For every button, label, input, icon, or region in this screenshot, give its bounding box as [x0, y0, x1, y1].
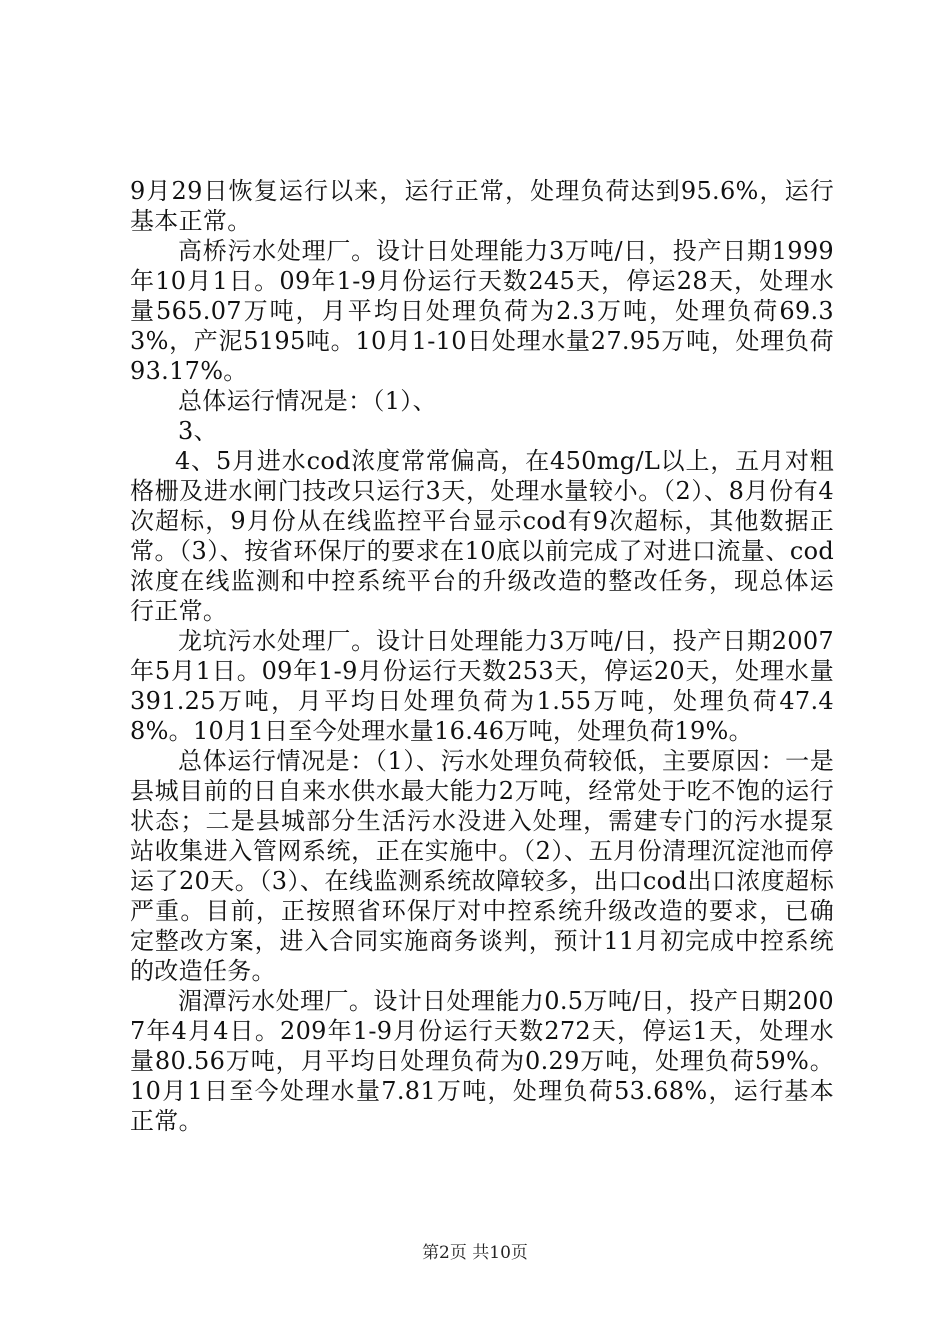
paragraph-longkeng-status: 总体运行情况是：（1）、污水处理负荷较低，主要原因：一是县城目前的日自来水供水最大能力2万吨，经常处于吃不饱的运行状态；二是县城部分生活污水没进入处理，需建专门的污水提泵站收集进入管网系统，正在实施中。（2）、五月份清理沉淀池而停运了20天。（3）、在线监测系统故障较多，出口cod出口浓度超标严重。目前，正按照省环保厅对中控系统升级改造的要求，已确定整改方案，进入合同实施商务谈判，预计11月初完成中控系统的改造任务。	[130, 747, 834, 985]
paragraph-overall-status-heading: 总体运行情况是：（1）、	[178, 387, 437, 415]
document-body	[130, 176, 834, 1136]
paragraph-continuation: 9月29日恢复运行以来，运行正常，处理负荷达到95.6%，运行基本正常。	[130, 177, 834, 235]
paragraph-item-three: 3、	[178, 417, 218, 445]
paragraph-longkeng-plant: 龙坑污水处理厂。设计日处理能力3万吨/日，投产日期2007年5月1日。09年1-9月份运行天数253天，停运20天，处理水量391.25万吨，月平均日处理负荷为1.55万吨，处理负荷47.48%。10月1日至今处理水量16.46万吨，处理负荷19%。	[130, 627, 834, 745]
paragraph-meitan-plant: 湄潭污水处理厂。设计日处理能力0.5万吨/日，投产日期2007年4月4日。209年1-9月份运行天数272天，停运1天，处理水量80.56万吨，月平均日处理负荷为0.29万吨，处理负荷59%。10月1日至今处理水量7.81万吨，处理负荷53.68%，运行基本正常。	[130, 987, 834, 1135]
paragraph-gaoqiao-plant: 高桥污水处理厂。设计日处理能力3万吨/日，投产日期1999年10月1日。09年1-9月份运行天数245天，停运28天，处理水量565.07万吨，月平均日处理负荷为2.3万吨，处理负荷69.33%，产泥5195吨。10月1-10日处理水量27.95万吨，处理负荷93.17%。	[130, 237, 834, 385]
paragraph-gaoqiao-details: 4、5月进水cod浓度常常偏高，在450mg/L以上，五月对粗格栅及进水闸门技改只运行3天，处理水量较小。（2）、8月份有4次超标，9月份从在线监控平台显示cod有9次超标，其他数据正常。（3）、按省环保厅的要求在10底以前完成了对进口流量、cod浓度在线监测和中控系统平台的升级改造的整改任务，现总体运行正常。	[130, 447, 834, 625]
page-number-footer: 第2页 共10页	[422, 1243, 528, 1263]
